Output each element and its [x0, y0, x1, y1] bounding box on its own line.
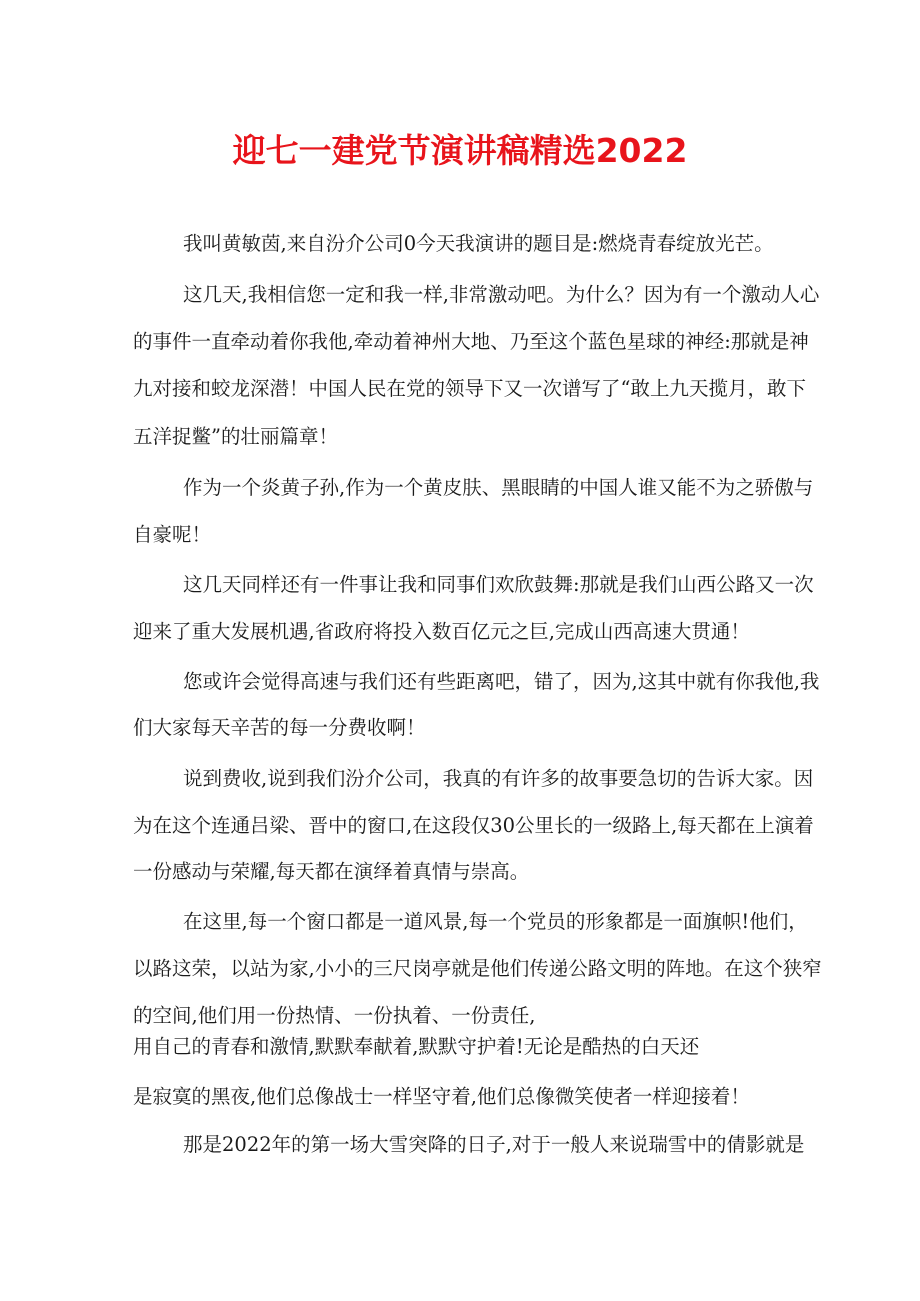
paragraph-line: 我叫黄敏茵,来自汾介公司0今天我演讲的题目是:燃烧青春绽放光芒。 [183, 232, 774, 255]
paragraph-line: 这几天同样还有一件事让我和同事们欢欣鼓舞:那就是我们山西公路又一次 [183, 573, 814, 596]
document-title: 迎七一建党节演讲稿精选2022 [232, 131, 688, 170]
paragraph-line: 的事件一直牵动着你我他,牵动着神州大地、乃至这个蓝色星球的神经:那就是神 [133, 330, 809, 353]
paragraph-line: 用自己的青春和激情,默默奉献着,默默守护着!无论是酷热的白天还 [133, 1035, 700, 1058]
paragraph-line: 一份感动与荣耀,每天都在演绎着真情与崇高。 [133, 860, 530, 883]
paragraph-line: 那是2022年的第一场大雪突降的日子,对于一般人来说瑞雪中的倩影就是 [183, 1133, 805, 1156]
paragraph-line: 自豪呢！ [133, 523, 212, 546]
paragraph-line: 迎来了重大发展机遇,省政府将投入数百亿元之巨,完成山西高速大贯通！ [133, 620, 750, 643]
paragraph-line: 的空间,他们用一份热情、一份执着、一份责任, [133, 1004, 536, 1027]
paragraph-line: 九对接和蛟龙深潜！中国人民在党的领导下又一次谱写了“敢上九天揽月，敢下 [133, 377, 806, 400]
paragraph-line: 您或许会觉得高速与我们还有些距离吧，错了，因为,这其中就有你我他,我 [183, 670, 820, 693]
paragraph-line: 在这里,每一个窗口都是一道风景,每一个党员的形象都是一面旗帜!他们， [183, 910, 808, 933]
paragraph-line: 说到费收,说到我们汾介公司，我真的有许多的故事要急切的告诉大家。因 [183, 767, 814, 790]
paragraph-line: 作为一个炎黄子孙,作为一个黄皮肤、黑眼睛的中国人谁又能不为之骄傲与 [183, 476, 814, 499]
paragraph-line: 五洋捉鳖”的壮丽篇章！ [133, 425, 338, 448]
paragraph-line: 以路这荣，以站为家,小小的三尺岗亭就是他们传递公路文明的阵地。在这个狭窄 [133, 957, 822, 980]
paragraph-line: 这几天,我相信您一定和我一样,非常激动吧。为什么？因为有一个激动人心 [183, 283, 820, 306]
paragraph-line: 是寂寞的黑夜,他们总像战士一样坚守着,他们总像微笑使者一样迎接着！ [133, 1085, 750, 1108]
paragraph-line: 们大家每天辛苦的每一分费收啊！ [133, 716, 426, 739]
paragraph-line: 为在这个连通吕梁、晋中的窗口,在这段仅30公里长的一级路上,每天都在上演着 [133, 814, 814, 837]
